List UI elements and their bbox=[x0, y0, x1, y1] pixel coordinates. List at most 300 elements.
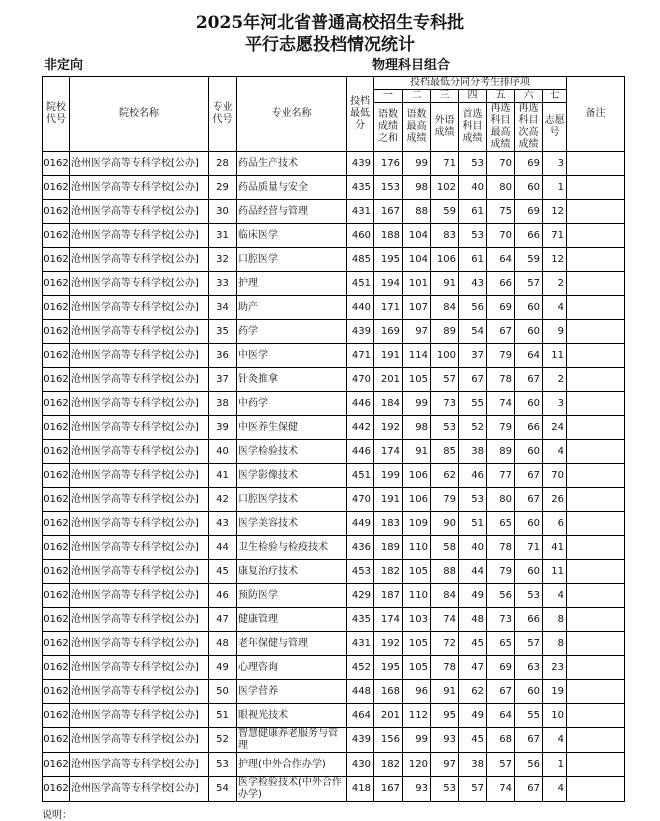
cell-remark bbox=[567, 512, 625, 536]
cell-rank7: 12 bbox=[543, 248, 567, 272]
category-label: 非定向 bbox=[44, 58, 84, 73]
cell-rank4: 47 bbox=[459, 656, 487, 680]
cell-rank4: 52 bbox=[459, 416, 487, 440]
cell-school-name: 沧州医学高等专科学校[公办] bbox=[70, 632, 209, 656]
cell-remark bbox=[567, 272, 625, 296]
cell-remark bbox=[567, 656, 625, 680]
cell-rank1: 182 bbox=[374, 560, 403, 584]
table-row bbox=[43, 176, 625, 200]
table-row bbox=[43, 368, 625, 392]
cell-rank2: 97 bbox=[403, 320, 431, 344]
cell-rank1: 188 bbox=[374, 224, 403, 248]
cell-rank4: 53 bbox=[459, 152, 487, 176]
cell-major-name: 心理咨询 bbox=[237, 656, 347, 680]
cell-school-name: 沧州医学高等专科学校[公办] bbox=[70, 584, 209, 608]
cell-rank5: 74 bbox=[487, 392, 515, 416]
cell-rank2: 103 bbox=[403, 608, 431, 632]
cell-min-score: 418 bbox=[347, 777, 374, 802]
cell-rank5: 66 bbox=[487, 272, 515, 296]
cell-rank7: 4 bbox=[543, 296, 567, 320]
cell-rank1: 189 bbox=[374, 536, 403, 560]
cell-rank4: 51 bbox=[459, 512, 487, 536]
cell-rank4: 53 bbox=[459, 224, 487, 248]
cell-rank7: 11 bbox=[543, 560, 567, 584]
table-row bbox=[43, 464, 625, 488]
table-row bbox=[43, 416, 625, 440]
cell-major-code: 43 bbox=[209, 512, 237, 536]
table-row bbox=[43, 440, 625, 464]
cell-remark bbox=[567, 392, 625, 416]
cell-remark bbox=[567, 560, 625, 584]
header-rank-item: 再选科目次高成绩 bbox=[515, 103, 543, 152]
cell-school-name: 沧州医学高等专科学校[公办] bbox=[70, 176, 209, 200]
cell-rank7: 12 bbox=[543, 200, 567, 224]
cell-rank6: 60 bbox=[515, 512, 543, 536]
cell-rank3: 89 bbox=[431, 320, 459, 344]
cell-major-code: 41 bbox=[209, 464, 237, 488]
cell-rank5: 75 bbox=[487, 200, 515, 224]
cell-rank7: 8 bbox=[543, 632, 567, 656]
cell-rank3: 53 bbox=[431, 777, 459, 802]
cell-rank3: 74 bbox=[431, 608, 459, 632]
cell-rank5: 56 bbox=[487, 584, 515, 608]
cell-remark bbox=[567, 584, 625, 608]
cell-rank5: 79 bbox=[487, 560, 515, 584]
cell-rank6: 67 bbox=[515, 728, 543, 753]
cell-rank5: 65 bbox=[487, 632, 515, 656]
cell-rank1: 167 bbox=[374, 200, 403, 224]
cell-major-name: 医学影像技术 bbox=[237, 464, 347, 488]
cell-rank7: 26 bbox=[543, 488, 567, 512]
table-row bbox=[43, 272, 625, 296]
cell-rank5: 57 bbox=[487, 753, 515, 777]
table-row bbox=[43, 536, 625, 560]
cell-rank6: 60 bbox=[515, 392, 543, 416]
cell-rank7: 6 bbox=[543, 512, 567, 536]
cell-rank2: 112 bbox=[403, 704, 431, 728]
cell-rank3: 106 bbox=[431, 248, 459, 272]
cell-rank7: 10 bbox=[543, 704, 567, 728]
cell-school-name: 沧州医学高等专科学校[公办] bbox=[70, 296, 209, 320]
cell-min-score: 464 bbox=[347, 704, 374, 728]
cell-major-name: 中医养生保健 bbox=[237, 416, 347, 440]
cell-school-name: 沧州医学高等专科学校[公办] bbox=[70, 200, 209, 224]
cell-rank6: 67 bbox=[515, 464, 543, 488]
cell-major-code: 52 bbox=[209, 728, 237, 753]
cell-remark bbox=[567, 416, 625, 440]
cell-school-name: 沧州医学高等专科学校[公办] bbox=[70, 440, 209, 464]
cell-min-score: 453 bbox=[347, 560, 374, 584]
cell-rank4: 45 bbox=[459, 632, 487, 656]
header-school-name: 院校名称 bbox=[70, 77, 209, 152]
cell-rank1: 174 bbox=[374, 440, 403, 464]
cell-rank7: 19 bbox=[543, 680, 567, 704]
cell-min-score: 435 bbox=[347, 176, 374, 200]
cell-school-code: 0162 bbox=[43, 320, 70, 344]
cell-major-code: 42 bbox=[209, 488, 237, 512]
cell-rank6: 60 bbox=[515, 176, 543, 200]
cell-rank4: 62 bbox=[459, 680, 487, 704]
cell-rank6: 60 bbox=[515, 320, 543, 344]
cell-rank2: 106 bbox=[403, 464, 431, 488]
cell-rank3: 84 bbox=[431, 584, 459, 608]
cell-rank6: 64 bbox=[515, 344, 543, 368]
cell-rank4: 49 bbox=[459, 704, 487, 728]
cell-rank7: 70 bbox=[543, 464, 567, 488]
cell-major-name: 药学 bbox=[237, 320, 347, 344]
cell-major-code: 47 bbox=[209, 608, 237, 632]
cell-rank2: 101 bbox=[403, 272, 431, 296]
cell-school-code: 0162 bbox=[43, 296, 70, 320]
cell-rank1: 192 bbox=[374, 632, 403, 656]
cell-rank5: 69 bbox=[487, 656, 515, 680]
header-min-score: 投档最低分 bbox=[347, 77, 374, 152]
cell-school-code: 0162 bbox=[43, 512, 70, 536]
cell-rank4: 46 bbox=[459, 464, 487, 488]
cell-rank1: 191 bbox=[374, 344, 403, 368]
cell-school-name: 沧州医学高等专科学校[公办] bbox=[70, 344, 209, 368]
cell-major-code: 40 bbox=[209, 440, 237, 464]
cell-rank7: 8 bbox=[543, 608, 567, 632]
cell-school-name: 沧州医学高等专科学校[公办] bbox=[70, 753, 209, 777]
cell-major-code: 30 bbox=[209, 200, 237, 224]
cell-major-code: 44 bbox=[209, 536, 237, 560]
cell-major-name: 智慧健康养老服务与管理 bbox=[237, 728, 347, 753]
table-row bbox=[43, 488, 625, 512]
cell-rank6: 63 bbox=[515, 656, 543, 680]
header-rank-num: 七 bbox=[543, 90, 567, 103]
cell-major-code: 36 bbox=[209, 344, 237, 368]
cell-school-code: 0162 bbox=[43, 728, 70, 753]
cell-school-name: 沧州医学高等专科学校[公办] bbox=[70, 416, 209, 440]
admission-table bbox=[42, 76, 625, 802]
cell-school-name: 沧州医学高等专科学校[公办] bbox=[70, 512, 209, 536]
cell-school-code: 0162 bbox=[43, 392, 70, 416]
cell-rank2: 105 bbox=[403, 656, 431, 680]
cell-min-score: 435 bbox=[347, 608, 374, 632]
cell-school-name: 沧州医学高等专科学校[公办] bbox=[70, 152, 209, 176]
cell-school-code: 0162 bbox=[43, 488, 70, 512]
cell-min-score: 440 bbox=[347, 296, 374, 320]
cell-remark bbox=[567, 176, 625, 200]
cell-major-code: 39 bbox=[209, 416, 237, 440]
cell-remark bbox=[567, 248, 625, 272]
cell-rank6: 57 bbox=[515, 272, 543, 296]
cell-rank3: 57 bbox=[431, 368, 459, 392]
cell-rank5: 80 bbox=[487, 176, 515, 200]
cell-rank2: 104 bbox=[403, 248, 431, 272]
cell-min-score: 470 bbox=[347, 488, 374, 512]
cell-major-code: 51 bbox=[209, 704, 237, 728]
cell-school-code: 0162 bbox=[43, 753, 70, 777]
cell-rank6: 67 bbox=[515, 777, 543, 802]
cell-min-score: 470 bbox=[347, 368, 374, 392]
cell-min-score: 451 bbox=[347, 272, 374, 296]
cell-rank5: 79 bbox=[487, 416, 515, 440]
cell-school-name: 沧州医学高等专科学校[公办] bbox=[70, 560, 209, 584]
cell-min-score: 448 bbox=[347, 680, 374, 704]
cell-major-name: 口腔医学技术 bbox=[237, 488, 347, 512]
cell-rank1: 176 bbox=[374, 152, 403, 176]
cell-major-name: 医学检验技术 bbox=[237, 440, 347, 464]
note-label: 说明： bbox=[42, 810, 72, 821]
cell-rank1: 171 bbox=[374, 296, 403, 320]
cell-rank1: 195 bbox=[374, 248, 403, 272]
cell-school-code: 0162 bbox=[43, 536, 70, 560]
cell-rank5: 80 bbox=[487, 488, 515, 512]
cell-remark bbox=[567, 296, 625, 320]
cell-rank3: 84 bbox=[431, 296, 459, 320]
cell-school-name: 沧州医学高等专科学校[公办] bbox=[70, 464, 209, 488]
cell-min-score: 452 bbox=[347, 656, 374, 680]
cell-rank5: 78 bbox=[487, 368, 515, 392]
cell-school-code: 0162 bbox=[43, 440, 70, 464]
cell-rank6: 60 bbox=[515, 560, 543, 584]
cell-rank3: 71 bbox=[431, 152, 459, 176]
cell-rank1: 195 bbox=[374, 656, 403, 680]
cell-rank1: 169 bbox=[374, 320, 403, 344]
cell-major-name: 临床医学 bbox=[237, 224, 347, 248]
cell-rank6: 59 bbox=[515, 248, 543, 272]
cell-rank7: 4 bbox=[543, 584, 567, 608]
cell-rank5: 77 bbox=[487, 464, 515, 488]
cell-remark bbox=[567, 704, 625, 728]
cell-rank3: 59 bbox=[431, 200, 459, 224]
cell-rank3: 102 bbox=[431, 176, 459, 200]
cell-remark bbox=[567, 464, 625, 488]
cell-major-name: 老年保健与管理 bbox=[237, 632, 347, 656]
cell-rank2: 88 bbox=[403, 200, 431, 224]
cell-rank2: 91 bbox=[403, 440, 431, 464]
cell-rank1: 194 bbox=[374, 272, 403, 296]
cell-rank4: 48 bbox=[459, 608, 487, 632]
cell-major-name: 护理(中外合作办学) bbox=[237, 753, 347, 777]
cell-rank6: 60 bbox=[515, 680, 543, 704]
cell-remark bbox=[567, 368, 625, 392]
cell-min-score: 430 bbox=[347, 753, 374, 777]
cell-rank5: 65 bbox=[487, 512, 515, 536]
cell-major-code: 45 bbox=[209, 560, 237, 584]
cell-rank4: 40 bbox=[459, 176, 487, 200]
cell-school-name: 沧州医学高等专科学校[公办] bbox=[70, 248, 209, 272]
cell-rank3: 91 bbox=[431, 680, 459, 704]
header-rank-item: 外语成绩 bbox=[431, 103, 459, 152]
cell-major-name: 预防医学 bbox=[237, 584, 347, 608]
cell-rank7: 71 bbox=[543, 224, 567, 248]
cell-major-code: 32 bbox=[209, 248, 237, 272]
cell-min-score: 436 bbox=[347, 536, 374, 560]
table-row bbox=[43, 608, 625, 632]
cell-major-code: 46 bbox=[209, 584, 237, 608]
cell-remark bbox=[567, 440, 625, 464]
cell-rank4: 54 bbox=[459, 320, 487, 344]
cell-remark bbox=[567, 488, 625, 512]
cell-major-name: 针灸推拿 bbox=[237, 368, 347, 392]
table-row bbox=[43, 560, 625, 584]
cell-rank3: 62 bbox=[431, 464, 459, 488]
header-rank-item: 语数最高成绩 bbox=[403, 103, 431, 152]
header-rank-item: 首选科目成绩 bbox=[459, 103, 487, 152]
table-row bbox=[43, 704, 625, 728]
table-row bbox=[43, 248, 625, 272]
cell-school-name: 沧州医学高等专科学校[公办] bbox=[70, 368, 209, 392]
doc-title-line2: 平行志愿投档情况统计 bbox=[245, 35, 415, 55]
cell-rank2: 107 bbox=[403, 296, 431, 320]
cell-min-score: 439 bbox=[347, 320, 374, 344]
header-rank-num: 三 bbox=[431, 90, 459, 103]
cell-rank6: 60 bbox=[515, 440, 543, 464]
cell-rank2: 109 bbox=[403, 512, 431, 536]
header-rank-group: 投档最低分同分考生排序项 bbox=[374, 77, 567, 90]
cell-min-score: 442 bbox=[347, 416, 374, 440]
cell-rank4: 45 bbox=[459, 728, 487, 753]
cell-min-score: 431 bbox=[347, 200, 374, 224]
cell-min-score: 485 bbox=[347, 248, 374, 272]
cell-major-code: 37 bbox=[209, 368, 237, 392]
cell-rank6: 57 bbox=[515, 632, 543, 656]
cell-school-name: 沧州医学高等专科学校[公办] bbox=[70, 320, 209, 344]
cell-school-name: 沧州医学高等专科学校[公办] bbox=[70, 680, 209, 704]
cell-school-name: 沧州医学高等专科学校[公办] bbox=[70, 777, 209, 802]
cell-rank3: 72 bbox=[431, 632, 459, 656]
cell-remark bbox=[567, 680, 625, 704]
cell-rank6: 66 bbox=[515, 416, 543, 440]
cell-major-name: 护理 bbox=[237, 272, 347, 296]
cell-rank2: 120 bbox=[403, 753, 431, 777]
cell-rank3: 85 bbox=[431, 440, 459, 464]
cell-rank3: 73 bbox=[431, 392, 459, 416]
cell-rank2: 99 bbox=[403, 392, 431, 416]
cell-school-code: 0162 bbox=[43, 704, 70, 728]
cell-min-score: 460 bbox=[347, 224, 374, 248]
cell-rank6: 66 bbox=[515, 608, 543, 632]
header-rank-num: 一 bbox=[374, 90, 403, 103]
cell-rank3: 79 bbox=[431, 488, 459, 512]
cell-rank7: 2 bbox=[543, 368, 567, 392]
header-rank-num: 六 bbox=[515, 90, 543, 103]
cell-rank4: 61 bbox=[459, 248, 487, 272]
cell-rank4: 55 bbox=[459, 392, 487, 416]
cell-rank7: 4 bbox=[543, 728, 567, 753]
cell-rank3: 95 bbox=[431, 704, 459, 728]
cell-rank7: 3 bbox=[543, 152, 567, 176]
table-row bbox=[43, 344, 625, 368]
cell-major-code: 34 bbox=[209, 296, 237, 320]
cell-min-score: 439 bbox=[347, 152, 374, 176]
cell-rank1: 168 bbox=[374, 680, 403, 704]
cell-rank2: 98 bbox=[403, 416, 431, 440]
cell-school-code: 0162 bbox=[43, 272, 70, 296]
cell-rank3: 90 bbox=[431, 512, 459, 536]
cell-school-name: 沧州医学高等专科学校[公办] bbox=[70, 392, 209, 416]
cell-rank6: 66 bbox=[515, 224, 543, 248]
cell-rank2: 98 bbox=[403, 176, 431, 200]
cell-remark bbox=[567, 200, 625, 224]
cell-rank7: 24 bbox=[543, 416, 567, 440]
cell-rank2: 114 bbox=[403, 344, 431, 368]
cell-school-code: 0162 bbox=[43, 200, 70, 224]
header-rank-num: 五 bbox=[487, 90, 515, 103]
cell-rank7: 4 bbox=[543, 777, 567, 802]
cell-rank7: 2 bbox=[543, 272, 567, 296]
cell-rank4: 44 bbox=[459, 560, 487, 584]
cell-school-code: 0162 bbox=[43, 344, 70, 368]
cell-min-score: 429 bbox=[347, 584, 374, 608]
cell-rank2: 105 bbox=[403, 560, 431, 584]
cell-rank3: 53 bbox=[431, 416, 459, 440]
cell-school-code: 0162 bbox=[43, 680, 70, 704]
header-school-code: 院校代号 bbox=[43, 77, 70, 152]
cell-major-name: 眼视光技术 bbox=[237, 704, 347, 728]
cell-rank3: 88 bbox=[431, 560, 459, 584]
cell-major-name: 口腔医学 bbox=[237, 248, 347, 272]
cell-major-code: 35 bbox=[209, 320, 237, 344]
cell-school-name: 沧州医学高等专科学校[公办] bbox=[70, 224, 209, 248]
cell-rank5: 64 bbox=[487, 248, 515, 272]
cell-rank7: 41 bbox=[543, 536, 567, 560]
doc-title-line1: 2025年河北省普通高校招生专科批 bbox=[195, 13, 465, 33]
cell-school-code: 0162 bbox=[43, 248, 70, 272]
cell-remark bbox=[567, 777, 625, 802]
cell-school-code: 0162 bbox=[43, 584, 70, 608]
cell-rank1: 192 bbox=[374, 416, 403, 440]
cell-rank4: 67 bbox=[459, 368, 487, 392]
cell-rank6: 67 bbox=[515, 488, 543, 512]
cell-rank2: 106 bbox=[403, 488, 431, 512]
cell-major-code: 50 bbox=[209, 680, 237, 704]
cell-remark bbox=[567, 152, 625, 176]
table-row bbox=[43, 632, 625, 656]
cell-major-name: 中医学 bbox=[237, 344, 347, 368]
cell-remark bbox=[567, 632, 625, 656]
cell-rank7: 4 bbox=[543, 440, 567, 464]
cell-school-code: 0162 bbox=[43, 152, 70, 176]
cell-min-score: 451 bbox=[347, 464, 374, 488]
cell-rank6: 55 bbox=[515, 704, 543, 728]
header-rank-item: 语数成绩之和 bbox=[374, 103, 403, 152]
table-row bbox=[43, 152, 625, 176]
cell-rank3: 58 bbox=[431, 536, 459, 560]
table-row bbox=[43, 753, 625, 777]
table-row bbox=[43, 512, 625, 536]
cell-rank5: 70 bbox=[487, 152, 515, 176]
cell-school-code: 0162 bbox=[43, 224, 70, 248]
table-row bbox=[43, 656, 625, 680]
cell-rank1: 183 bbox=[374, 512, 403, 536]
cell-major-name: 卫生检验与检疫技术 bbox=[237, 536, 347, 560]
table-row bbox=[43, 320, 625, 344]
table-row bbox=[43, 200, 625, 224]
cell-rank1: 187 bbox=[374, 584, 403, 608]
cell-rank5: 69 bbox=[487, 296, 515, 320]
cell-min-score: 431 bbox=[347, 632, 374, 656]
cell-rank1: 182 bbox=[374, 753, 403, 777]
cell-rank7: 11 bbox=[543, 344, 567, 368]
cell-rank3: 93 bbox=[431, 728, 459, 753]
cell-rank6: 69 bbox=[515, 152, 543, 176]
cell-major-code: 54 bbox=[209, 777, 237, 802]
cell-school-code: 0162 bbox=[43, 632, 70, 656]
cell-rank6: 69 bbox=[515, 200, 543, 224]
cell-rank5: 67 bbox=[487, 680, 515, 704]
cell-major-code: 31 bbox=[209, 224, 237, 248]
subject-group-label: 物理科目组合 bbox=[372, 58, 451, 73]
cell-rank4: 56 bbox=[459, 296, 487, 320]
cell-rank7: 1 bbox=[543, 753, 567, 777]
header-rank-num: 二 bbox=[403, 90, 431, 103]
cell-school-code: 0162 bbox=[43, 176, 70, 200]
cell-rank5: 68 bbox=[487, 728, 515, 753]
